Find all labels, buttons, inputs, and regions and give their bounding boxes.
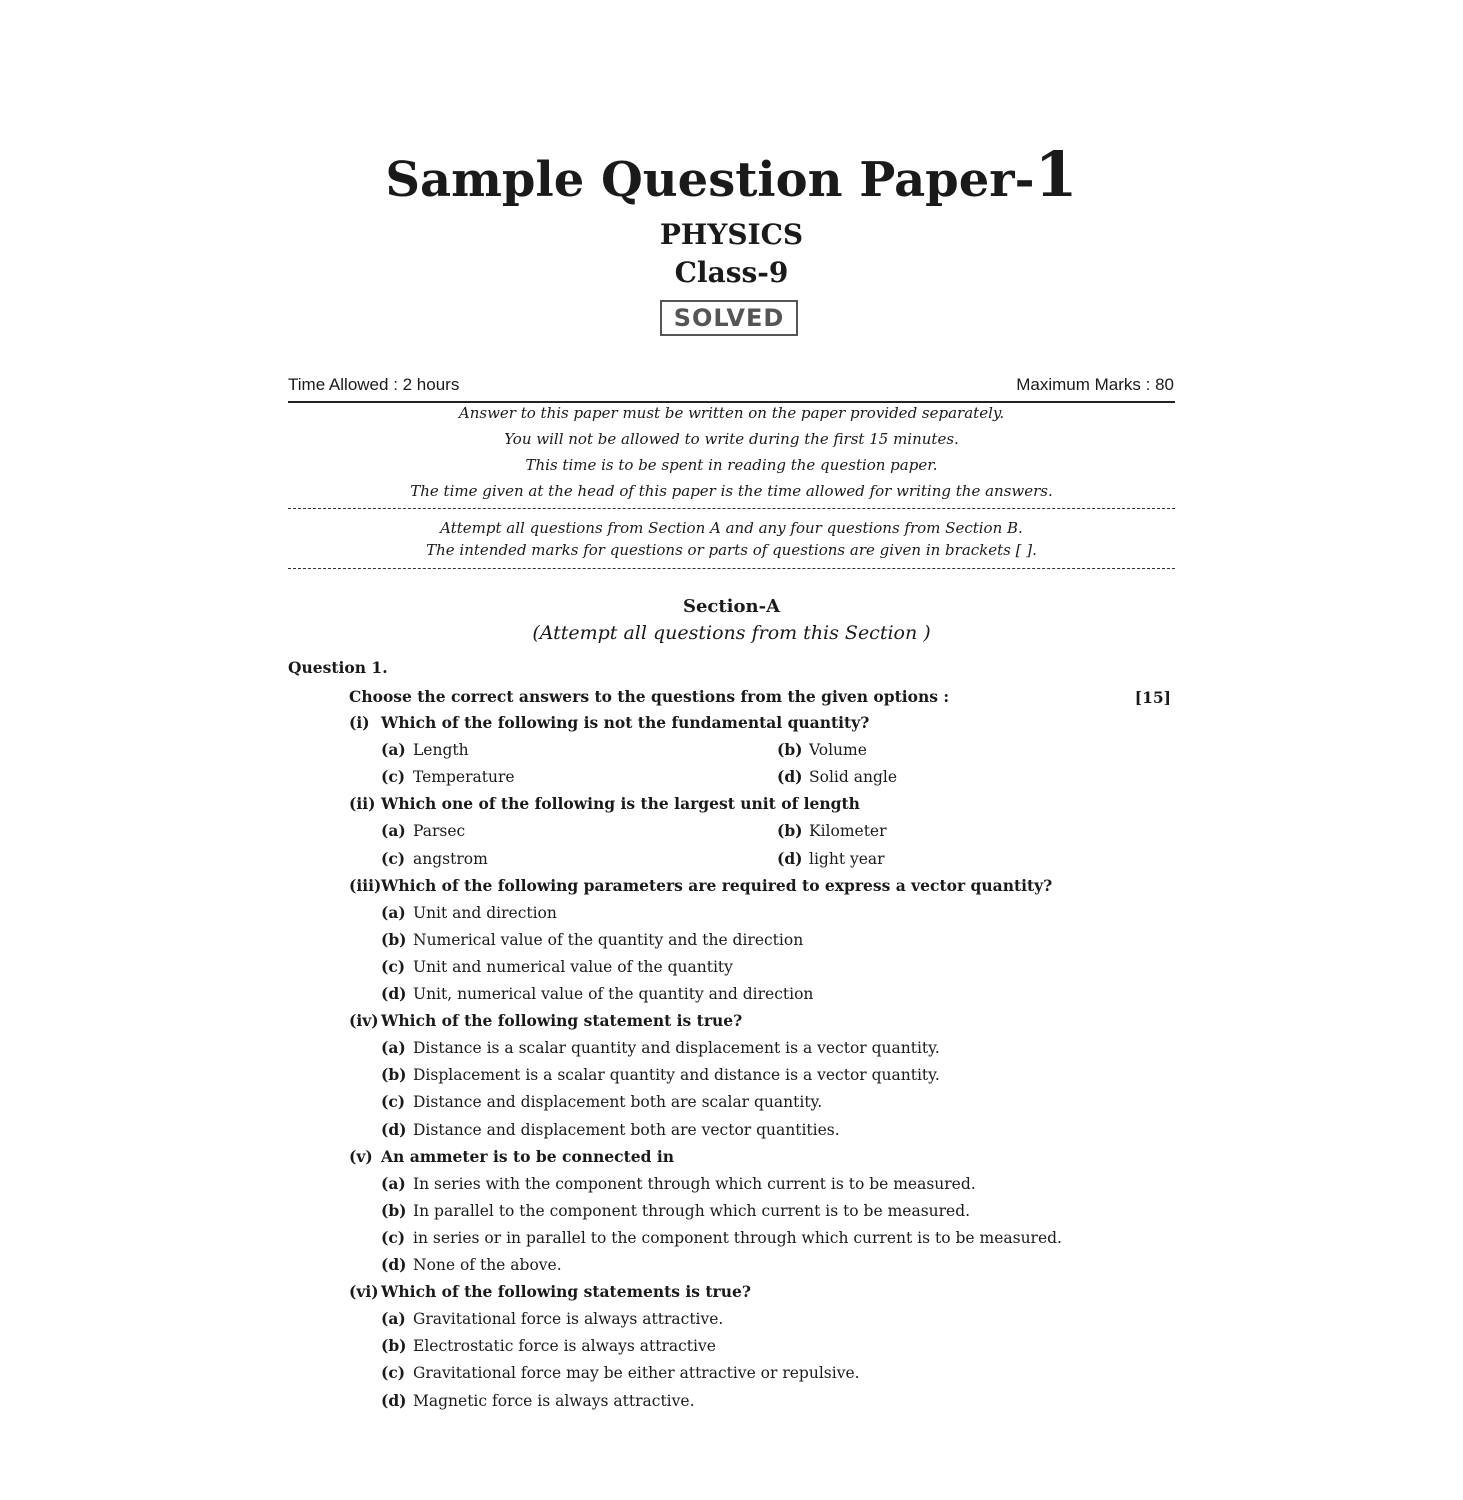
option-text: None of the above. [413,1256,562,1274]
paper-title: Sample Question Paper-1 [385,138,1078,211]
answer-option [381,821,465,840]
section-title: Section-A [682,596,781,617]
option-text: Unit and numerical value of the quantity [413,957,733,976]
option-text: in series or in parallel to the component through which current is to be measured. [413,1228,1062,1247]
question-number: (iv) [349,1011,379,1031]
answer-option [381,1092,822,1111]
answer-option [381,930,803,949]
option-text: In series with the component through which current is to be measured. [413,1174,976,1193]
option-label: (a) [381,740,406,760]
maximum-marks: Maximum Marks : 80 [1016,375,1174,394]
answer-option [381,740,469,759]
section-subtitle: (Attempt all questions from this Section ) [532,622,931,644]
question-text: Which of the following is not the fundamental quantity? [381,713,870,732]
option-label: (a) [381,1038,406,1058]
question-item [349,713,869,732]
option-label: (a) [381,1173,406,1193]
answer-option [777,849,885,868]
question-number: (i) [349,713,370,732]
question-number: (v) [349,1146,373,1166]
dashed-divider [288,568,1175,569]
option-label: (b) [381,1336,407,1356]
header-rule [288,401,1175,403]
option-text: angstrom [413,849,488,868]
option-text: Kilometer [809,822,887,841]
option-text: Magnetic force is always attractive. [413,1391,695,1410]
option-label: (d) [777,767,803,787]
instruction-line: You will not be allowed to write during the first 15 minutes. [504,430,959,448]
option-label: (c) [381,848,406,868]
answer-option [381,1201,970,1220]
answer-option [381,1065,940,1084]
question-instruction: Choose the correct answers to the questions from the given options : [349,687,950,706]
option-text: Unit, numerical value of the quantity and direction [413,985,814,1003]
option-label: (d) [381,1390,407,1410]
option-text: Parsec [413,822,466,841]
answer-option [381,1038,940,1057]
answer-option [381,1255,562,1274]
option-text: Numerical value of the quantity and the direction [413,930,804,949]
answer-option [381,1336,716,1355]
option-label: (d) [777,848,803,868]
question-heading: Question 1. [288,658,388,677]
question-number: (ii) [349,794,376,814]
option-text: Volume [809,741,867,760]
time-allowed: Time Allowed : 2 hours [288,375,460,394]
question-text: Which of the following parameters are required to express a vector quantity? [381,875,1053,895]
option-text: Unit and direction [413,903,557,922]
option-label: (c) [381,767,406,787]
answer-option [381,1120,840,1139]
solved-badge: SOLVED [660,300,798,336]
option-label: (c) [381,1092,406,1112]
option-label: (d) [381,984,407,1003]
option-text: Distance and displacement both are vector quantities. [413,1120,840,1139]
option-label: (b) [381,929,407,949]
answer-option [777,767,897,786]
option-label: (b) [777,740,803,760]
answer-option [381,957,733,976]
question-item [349,876,1052,895]
option-label: (a) [381,1309,406,1329]
question-text: Which of the following statement is true? [381,1011,743,1031]
answer-option [381,767,515,786]
option-text: Distance is a scalar quantity and displacement is a vector quantity. [413,1039,940,1058]
answer-option [381,1309,723,1328]
question-text: Which of the following statements is true? [381,1282,751,1302]
option-label: (d) [381,1255,407,1274]
instruction-line: Answer to this paper must be written on the paper provided separately. [458,404,1005,422]
option-label: (a) [381,821,406,841]
answer-option [381,984,813,1003]
option-text: Temperature [413,768,515,787]
option-label: (c) [381,956,406,976]
answer-option [381,903,557,922]
option-label: (b) [381,1200,407,1220]
question-marks: [15] [1134,688,1171,707]
question-item [349,794,860,813]
answer-option [381,1228,1062,1247]
option-label: (d) [381,1119,407,1139]
answer-option [381,849,488,868]
question-item [349,1282,751,1301]
option-label: (c) [381,1363,406,1383]
option-text: In parallel to the component through which current is to be measured. [413,1201,971,1220]
instruction-line: The intended marks for questions or parts of questions are given in brackets [ ]. [426,541,1037,559]
option-text: Length [413,741,469,760]
instruction-line: The time given at the head of this paper is the time allowed for writing the answers. [410,482,1053,500]
answer-option [777,740,867,759]
instruction-line: Attempt all questions from Section A and any four questions from Section B. [440,519,1023,537]
option-label: (a) [381,902,406,922]
option-label: (b) [381,1065,407,1085]
option-text: Distance and displacement both are scalar quantity. [413,1093,823,1112]
answer-option [381,1391,695,1410]
answer-option [381,1363,860,1382]
option-text: Electrostatic force is always attractive [413,1337,716,1356]
question-text: Which one of the following is the largest unit of length [381,794,860,814]
answer-option [777,821,887,840]
dashed-divider [288,508,1175,509]
option-label: (b) [777,821,803,841]
question-text: An ammeter is to be connected in [381,1146,675,1166]
class-title: Class-9 [674,256,789,289]
question-item [349,1011,742,1030]
question-number: (iii) [349,875,382,895]
question-item [349,1147,674,1166]
option-text: Gravitational force may be either attractive or repulsive. [413,1364,860,1383]
instruction-line: This time is to be spent in reading the question paper. [525,456,938,474]
option-text: light year [809,849,885,868]
option-text: Displacement is a scalar quantity and distance is a vector quantity. [413,1066,940,1085]
question-number: (vi) [349,1282,379,1302]
option-label: (c) [381,1227,406,1247]
answer-option [381,1174,976,1193]
subject-title: PHYSICS [659,218,804,251]
option-text: Gravitational force is always attractive. [413,1310,724,1329]
option-text: Solid angle [809,768,897,787]
